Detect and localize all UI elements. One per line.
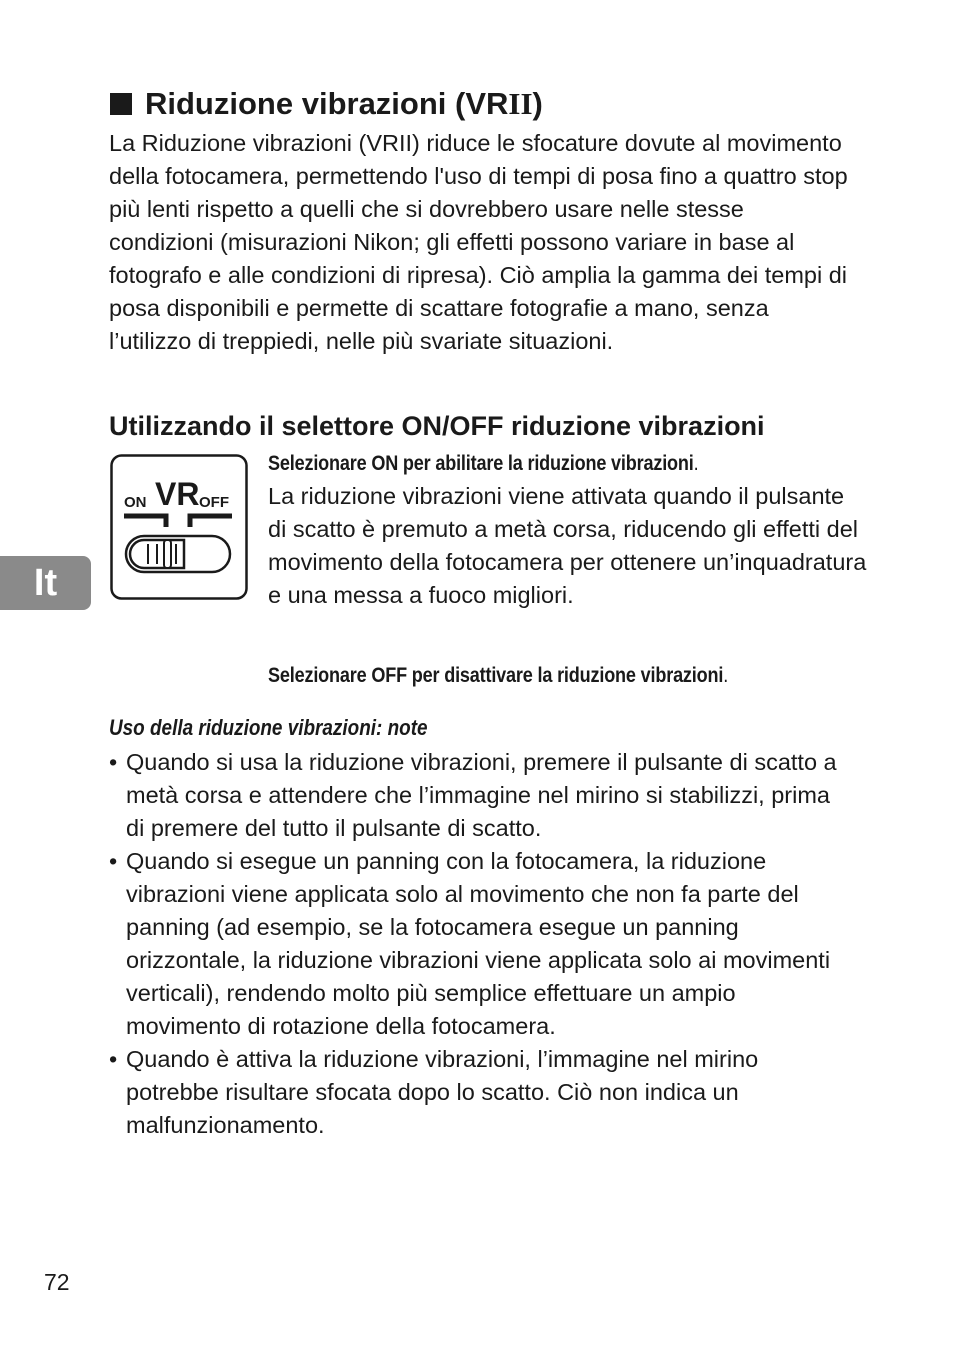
subheading: Utilizzando il selettore ON/OFF riduzione vibrazioni xyxy=(109,411,765,441)
section-title xyxy=(110,84,543,124)
notes-list xyxy=(109,746,849,1142)
note-text: Quando è attiva la riduzione vibrazioni, l’immagine nel mirino potrebbe risultare sfocata dopo lo scatto. Ciò non indica un malfunzionamento. xyxy=(126,1046,759,1138)
list-item xyxy=(109,1043,849,1142)
step-on-heading-text: Selezionare ON per abilitare la riduzione vibrazioni xyxy=(268,452,694,475)
list-item xyxy=(109,746,849,845)
diagram-on-label: ON xyxy=(124,494,147,511)
step-off-heading xyxy=(268,662,801,690)
language-tab-label: It xyxy=(33,561,58,604)
bullet: • xyxy=(109,749,118,775)
intro-paragraph: La Riduzione vibrazioni (VRII) riduce le sfocature dovute al movimento della fotocamera, permettendo l'uso di tempi di posa fino a quattro stop più lenti rispetto a quelli che si dovrebbero usare nelle stesse condizioni (misurazioni Nikon; gli effetti possono variare in base al fotografo e alle condizioni di ripresa). Ciò amplia la gamma dei tempi di posa disponibili e permette di scattare fotografie a mano, senza l’utilizzo di treppiedi, nelle più svariate situazioni. xyxy=(109,130,848,354)
note-text: Quando si usa la riduzione vibrazioni, premere il pulsante di scatto a metà corsa e attendere che l’immagine nel mirino si stabilizzi, prima di premere del tutto il pulsante di scatto. xyxy=(126,749,837,841)
language-tab xyxy=(0,556,91,610)
step-on-period: . xyxy=(693,452,699,475)
section-square-icon xyxy=(110,93,132,115)
diagram-vr-label: VR xyxy=(155,476,200,512)
vr-switch-diagram xyxy=(110,454,248,600)
notes-heading: Uso della riduzione vibrazioni: note xyxy=(109,715,428,740)
section-title-roman: II xyxy=(508,86,533,121)
step-on-heading xyxy=(268,450,801,478)
diagram-knob-center xyxy=(164,540,171,568)
bullet: • xyxy=(109,848,118,874)
section-title-close: ) xyxy=(532,86,543,121)
page-number: 72 xyxy=(44,1269,70,1295)
section-title-text: Riduzione vibrazioni (VR xyxy=(145,86,509,121)
step-on-description: La riduzione vibrazioni viene attivata quando il pulsante di scatto è premuto a metà corsa, riducendo gli effetti del movimento della fotocamera per ottenere un’inquadratura e una messa a fuoco migliori. xyxy=(268,483,867,608)
step-off-heading-text: Selezionare OFF per disattivare la riduzione vibrazioni xyxy=(268,664,724,687)
list-item xyxy=(109,845,849,1043)
diagram-off-label: OFF xyxy=(199,494,229,511)
bullet: • xyxy=(109,1046,118,1072)
step-off-period: . xyxy=(723,664,729,687)
note-text: Quando si esegue un panning con la fotocamera, la riduzione vibrazioni viene applicata solo al movimento che non fa parte del panning (ad esempio, se la fotocamera esegue un panning orizzontale, la riduzione vibrazioni viene applicata solo ai movimenti verticali), rendendo molto più semplice effettuare un ampio movimento di rotazione della fotocamera. xyxy=(126,848,831,1039)
